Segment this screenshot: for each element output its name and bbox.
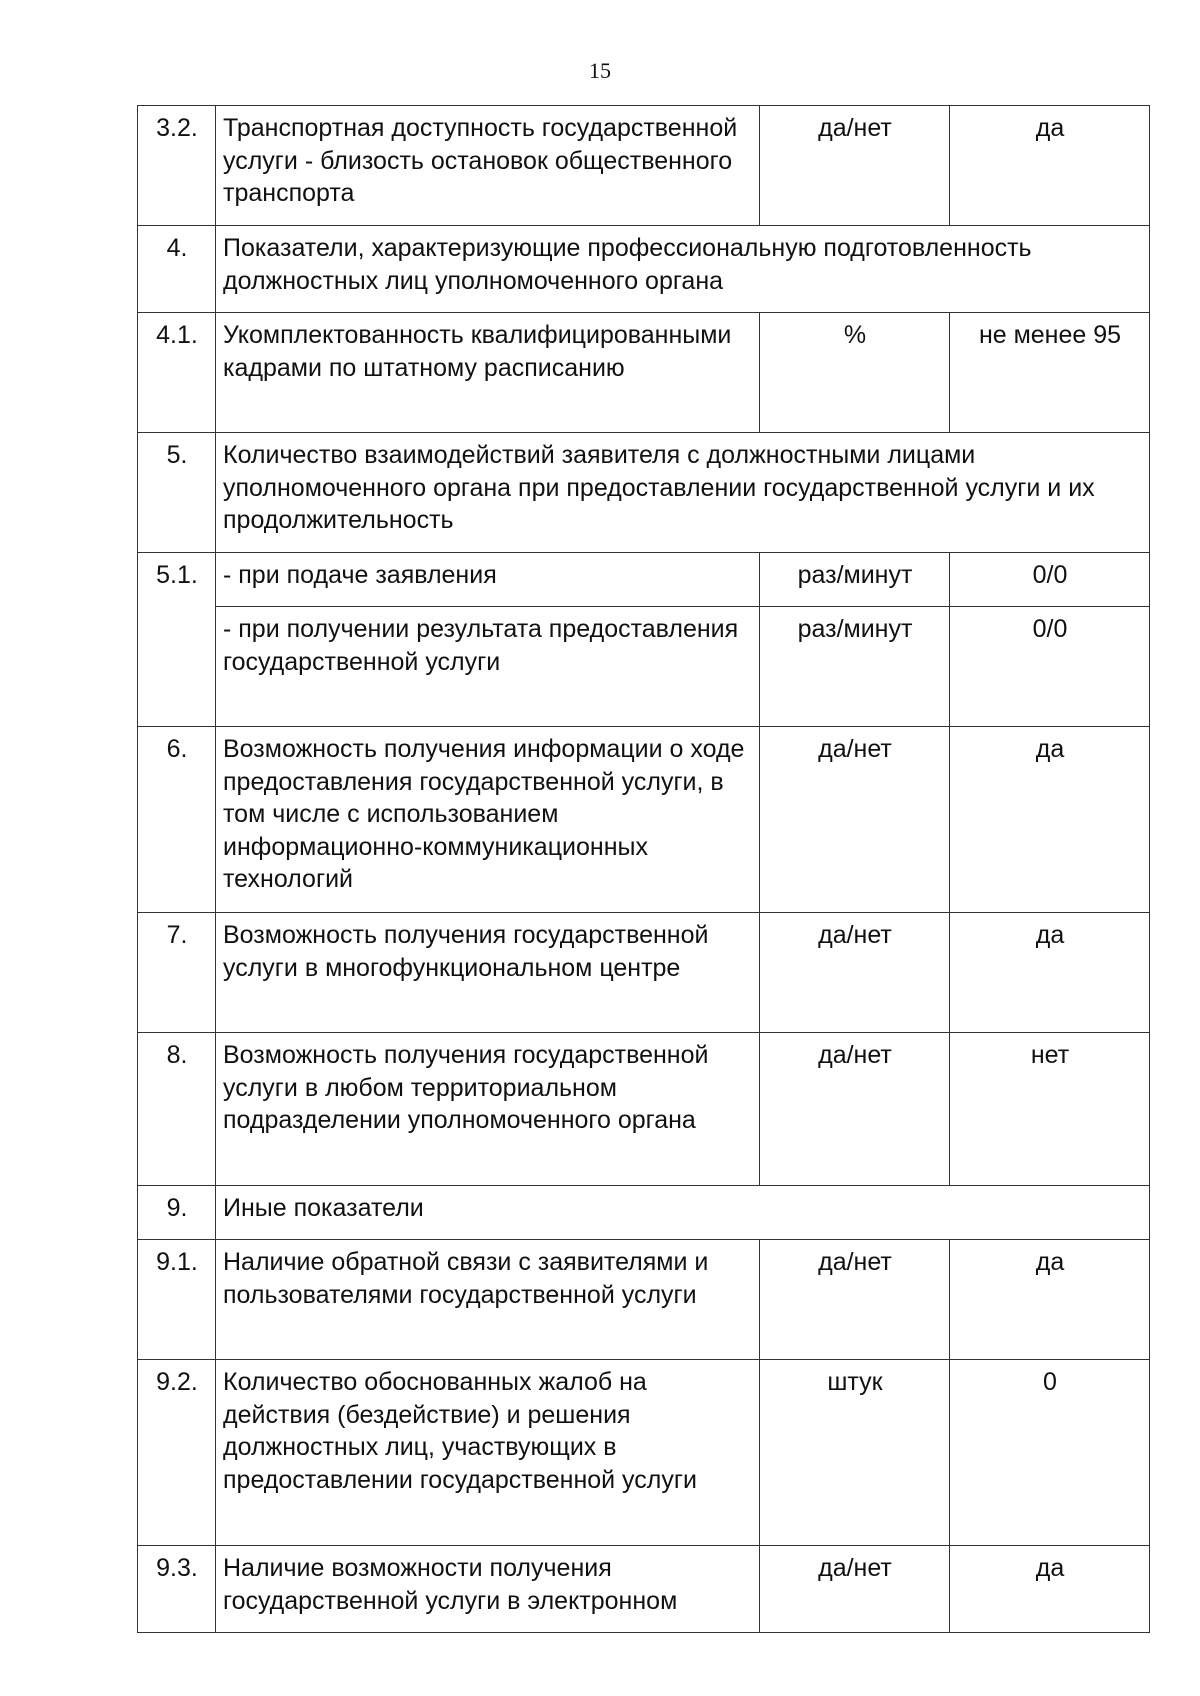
value-cell: да (950, 106, 1150, 226)
unit-cell: да/нет (760, 106, 950, 226)
row-number: 5. (138, 433, 216, 553)
row-number: 9.1. (138, 1240, 216, 1360)
value-cell: да (950, 1240, 1150, 1360)
indicator-name: Возможность получения государственной услуги в многофункциональном центре (216, 913, 760, 1033)
indicator-name: Наличие обратной связи с заявителями и пользователями государственной услуги (216, 1240, 760, 1360)
row-number: 9.2. (138, 1360, 216, 1546)
row-number: 3.2. (138, 106, 216, 226)
value-cell: 0 (950, 1360, 1150, 1546)
unit-cell: да/нет (760, 913, 950, 1033)
value-cell: нет (950, 1033, 1150, 1186)
indicator-name: - при подаче заявления (216, 553, 760, 607)
value-cell: да (950, 1546, 1150, 1633)
row-number: 6. (138, 727, 216, 913)
indicator-name: Возможность получения информации о ходе предоставления государственной услуги, в том числе с использованием информационно-коммуникационных технологий (216, 727, 760, 913)
row-number: 9. (138, 1186, 216, 1240)
row-number: 4.1. (138, 313, 216, 433)
section-row (138, 226, 1150, 313)
table-row (138, 727, 1150, 913)
value-cell: не менее 95 (950, 313, 1150, 433)
value-cell: 0/0 (950, 553, 1150, 607)
unit-cell: раз/минут (760, 607, 950, 727)
unit-cell: да/нет (760, 1033, 950, 1186)
table-row (138, 1033, 1150, 1186)
row-number: 5.1. (138, 553, 216, 727)
unit-cell: да/нет (760, 1546, 950, 1633)
unit-cell: да/нет (760, 727, 950, 913)
value-cell: да (950, 727, 1150, 913)
section-title: Иные показатели (216, 1186, 1150, 1240)
unit-cell: раз/минут (760, 553, 950, 607)
indicator-name: Транспортная доступность государственной услуги - близость остановок общественного транспорта (216, 106, 760, 226)
indicator-name: Количество обоснованных жалоб на действия (бездействие) и решения должностных лиц, участвующих в предоставлении государственной услуги (216, 1360, 760, 1546)
indicator-name: - при получении результата предоставления государственной услуги (216, 607, 760, 727)
row-number: 7. (138, 913, 216, 1033)
indicator-name: Возможность получения государственной услуги в любом территориальном подразделении уполномоченного органа (216, 1033, 760, 1186)
row-number: 4. (138, 226, 216, 313)
unit-cell: да/нет (760, 1240, 950, 1360)
table-row (138, 553, 1150, 607)
table-row (138, 1360, 1150, 1546)
table-row (138, 313, 1150, 433)
indicator-name: Наличие возможности получения государственной услуги в электронном (216, 1546, 760, 1633)
table-row (138, 1240, 1150, 1360)
indicators-table (137, 105, 1150, 1633)
page-number: 15 (589, 58, 611, 83)
section-row (138, 433, 1150, 553)
table-row (138, 607, 1150, 727)
indicator-name: Укомплектованность квалифицированными кадрами по штатному расписанию (216, 313, 760, 433)
section-title: Количество взаимодействий заявителя с должностными лицами уполномоченного органа при предоставлении государственной услуги и их продолжительность (216, 433, 1150, 553)
unit-cell: % (760, 313, 950, 433)
section-title: Показатели, характеризующие профессиональную подготовленность должностных лиц уполномоченного органа (216, 226, 1150, 313)
section-row (138, 1186, 1150, 1240)
row-number: 8. (138, 1033, 216, 1186)
row-number: 9.3. (138, 1546, 216, 1633)
value-cell: 0/0 (950, 607, 1150, 727)
table-row (138, 106, 1150, 226)
value-cell: да (950, 913, 1150, 1033)
unit-cell: штук (760, 1360, 950, 1546)
table-row (138, 1546, 1150, 1633)
table-row (138, 913, 1150, 1033)
